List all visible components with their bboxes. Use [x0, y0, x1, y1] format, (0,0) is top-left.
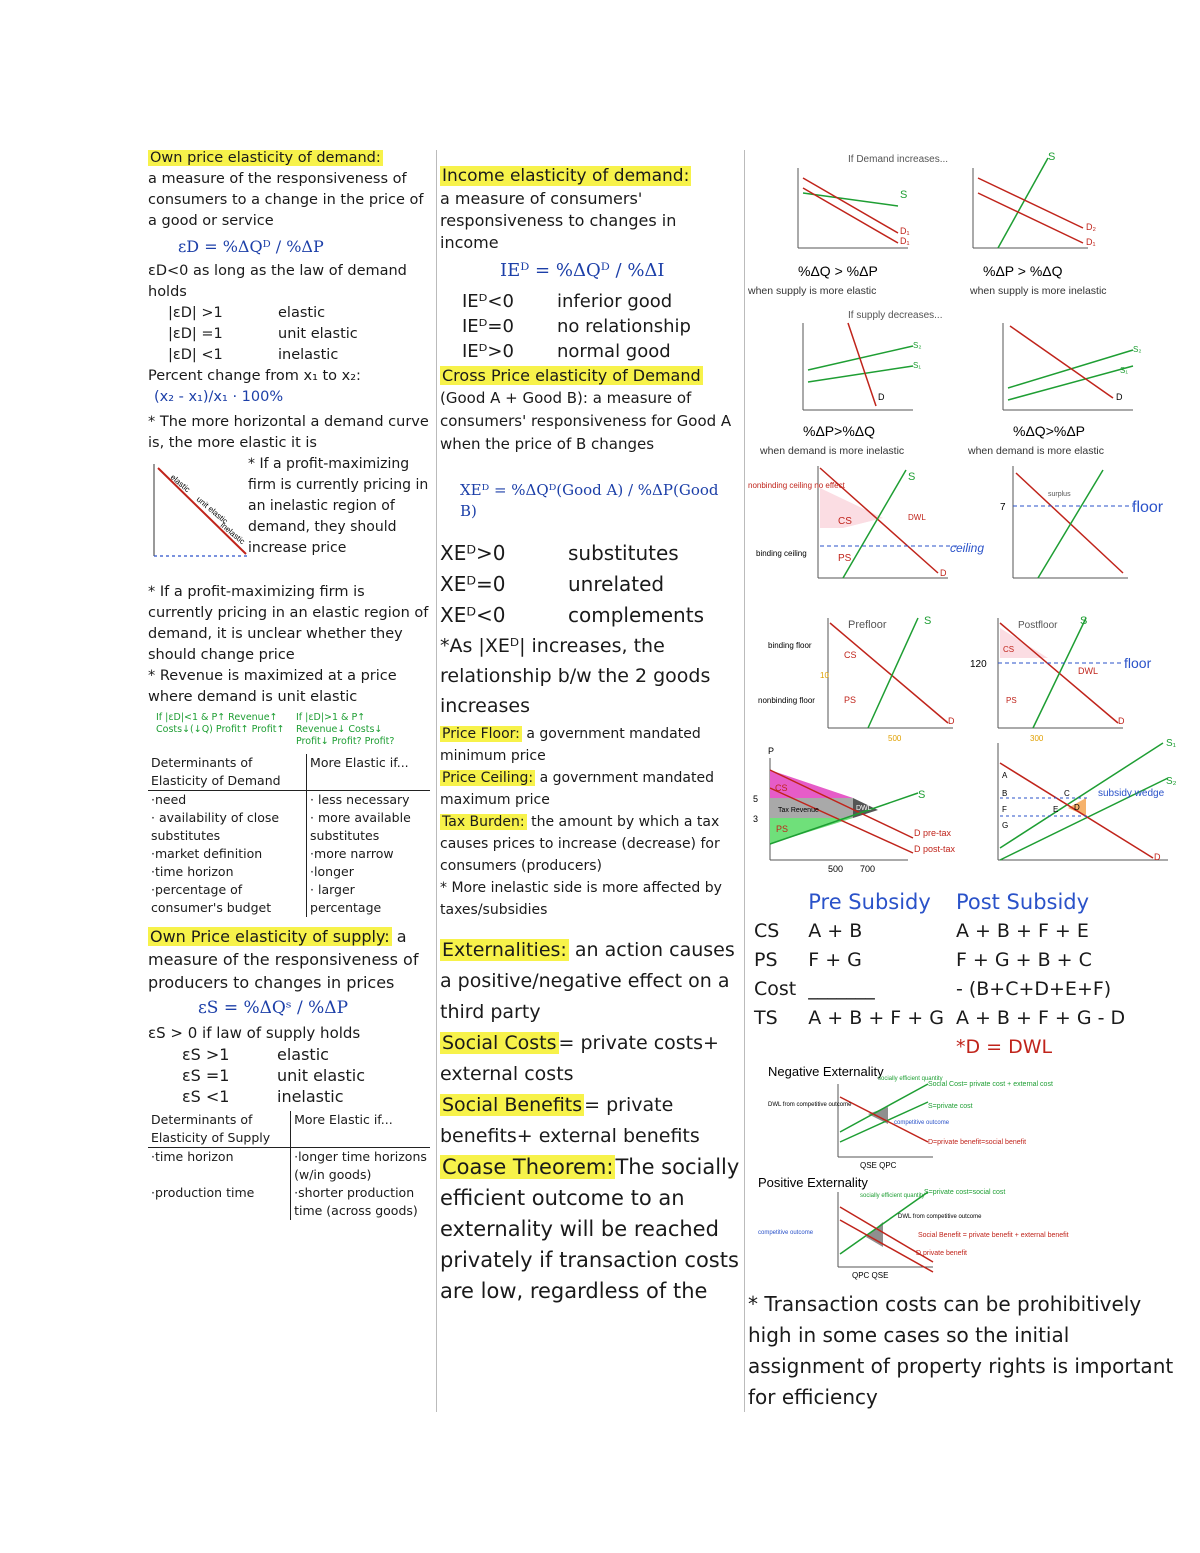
table-cell: TS	[754, 1007, 778, 1029]
neg-ext-dwl: DWL from competitive outcome	[768, 1102, 852, 1108]
table-header: More Elastic if...	[307, 754, 430, 791]
formula-ie: IEᴰ = %ΔQᴰ / %ΔI	[500, 260, 665, 281]
income-title: Income elasticity of demand:	[442, 166, 690, 186]
label-posttax: D post-tax	[914, 844, 956, 854]
label-dd: D	[1074, 803, 1080, 812]
subsidy-table	[748, 888, 1131, 1062]
table-cell: A + B + F + E	[955, 920, 1089, 942]
graph-supply-decrease-left	[803, 323, 921, 410]
neg-ext-efficient: socially efficient quantity	[878, 1076, 943, 1082]
supply-determinants-table	[148, 1111, 430, 1220]
table-cell: A + B + F + G - D	[955, 1007, 1126, 1029]
percent-change-formula: (x₂ - x₁)/x₁ · 100%	[154, 389, 284, 405]
table-cell: A + B + F + G	[808, 1007, 944, 1029]
graph-price-ceiling	[748, 466, 984, 578]
label-s1: S₁	[1166, 738, 1177, 749]
label-d: D	[948, 716, 955, 726]
tax-burden-def: the amount by which a tax causes prices to increase (decrease) for consumers (producers)	[440, 814, 720, 874]
demand-increase-title: If Demand increases...	[848, 154, 949, 165]
table-cell: · more available substitutes	[310, 810, 411, 843]
pos-ext-efficient: socially efficient quantity	[860, 1193, 925, 1199]
label-floor: floor	[1124, 655, 1152, 671]
pos-ext-q: QPC QSE	[852, 1271, 889, 1280]
pos-ext-dwl: DWL from competitive outcome	[898, 1214, 982, 1220]
table-header: More Elastic if...	[291, 1111, 430, 1148]
tax-burden-term: Tax Burden:	[442, 814, 525, 830]
ed-negative-note: εD<0 as long as the law of demand holds	[148, 263, 407, 300]
note-profit-elastic: * If a profit-maximizing firm is currently pricing in an elastic region of demand, it is unclear whether they should change price	[148, 584, 429, 663]
price-floor-term: Price Floor:	[442, 726, 520, 742]
label-q: 300	[1030, 734, 1044, 743]
supply-decrease-left-caption: when demand is more inelastic	[760, 445, 905, 457]
label-s: S	[924, 615, 932, 627]
note-horizontal: * The more horizontal a demand curve is, the more elastic it is	[148, 414, 429, 451]
table-cell: · availability of close substitutes	[148, 809, 307, 845]
ed-rows	[168, 303, 433, 366]
demand-increase-right-rule: %ΔP > %ΔQ	[983, 263, 1063, 279]
label-three: 3	[753, 814, 759, 824]
column-right	[748, 148, 1178, 1413]
label-q1: 500	[828, 864, 844, 874]
xe-row-label: complements	[568, 603, 704, 627]
label-dwl: DWL	[908, 513, 926, 522]
table-cell: ·time horizon	[148, 1148, 291, 1185]
label-s2: S₂	[913, 341, 922, 350]
label-p: P	[768, 746, 775, 756]
label-d1: D₁	[1086, 237, 1096, 247]
ed-row-label: elastic	[278, 305, 326, 321]
label-cs: CS	[775, 783, 788, 793]
table-header: Post Subsidy	[955, 890, 1090, 914]
externalities-def: an action causes a positive/negative effect on a third party	[440, 939, 735, 1023]
label-a: A	[1002, 771, 1008, 780]
label-s: S	[918, 789, 926, 801]
label-cs: CS	[844, 650, 857, 660]
label-g: G	[1002, 821, 1009, 830]
label-s: S	[1048, 151, 1056, 163]
pos-ext-competitive: competitive outcome	[758, 1230, 814, 1236]
neg-ext-title: Negative Externality	[768, 1064, 884, 1079]
es-rows	[182, 1044, 433, 1107]
graph-supply-decrease-right	[1003, 323, 1141, 410]
price-ceiling-def: a government mandated maximum price	[440, 770, 714, 808]
column-left	[148, 148, 433, 1413]
formula-xe: XEᴰ = %ΔQᴰ(Good A) / %ΔP(Good B)	[460, 481, 719, 520]
es-row-sym: εS <1	[182, 1087, 230, 1106]
income-desc: a measure of consumers' responsiveness to changes in income	[440, 189, 677, 252]
label-s1: S₁	[913, 361, 922, 370]
label-d1: D₁	[900, 226, 910, 236]
label-e: E	[1053, 805, 1059, 814]
ie-rows	[462, 289, 740, 364]
label-wedge: subsidy wedge	[1098, 788, 1165, 799]
cross-title: Cross Price elasticity of Demand	[442, 366, 701, 385]
graph-prefloor	[758, 615, 955, 743]
label-f: F	[1002, 805, 1007, 814]
label-b: B	[1002, 789, 1008, 798]
es-row-label: unit elastic	[277, 1066, 366, 1085]
pos-ext-private: D private benefit	[916, 1250, 967, 1257]
label-d: D	[1116, 392, 1123, 402]
graph-postfloor	[970, 615, 1152, 743]
label-tax-revenue: Tax Revenue	[778, 807, 819, 814]
graph-price-floor	[1000, 466, 1164, 578]
graphs-canvas	[748, 148, 1178, 888]
label-binding-floor: binding floor	[768, 641, 812, 650]
label-five: 5	[753, 794, 759, 804]
ed-row-sym: |εD| >1	[168, 305, 223, 321]
graph-tax	[753, 746, 956, 874]
label-ps: PS	[844, 695, 857, 705]
label-d: D	[1118, 716, 1125, 726]
table-header	[748, 888, 802, 917]
externality-graphs	[748, 1062, 1178, 1287]
neg-ext-q: QSE QPC	[860, 1161, 897, 1170]
table-cell: CS	[754, 920, 780, 942]
column-divider-1	[436, 150, 437, 1412]
table-header: Determinants of Elasticity of Supply	[148, 1111, 291, 1148]
ed-row-sym: |εD| <1	[168, 347, 223, 363]
table-cell: ·need	[148, 791, 307, 810]
cross-desc: (Good A + Good B): a measure of consumers' responsiveness for Good A when the price of B changes	[440, 389, 732, 453]
es-row-label: inelastic	[277, 1087, 344, 1106]
label-dwl: DWL	[1078, 666, 1098, 676]
social-costs-term: Social Costs	[442, 1032, 557, 1054]
label-floor: floor	[1132, 499, 1164, 516]
es-row-sym: εS =1	[182, 1066, 230, 1085]
label-ceiling: ceiling	[950, 541, 985, 555]
graph-demand-increase-left	[798, 168, 910, 248]
supply-title-line	[148, 925, 433, 994]
label-ten: 10	[820, 671, 829, 680]
neg-ext-private: S=private cost	[928, 1103, 973, 1110]
table-cell: ·market definition	[148, 845, 307, 863]
label-dwl: DWL	[856, 805, 872, 812]
social-costs-def: = private costs+ external costs	[440, 1032, 719, 1085]
curve-label-inelastic: inelastic	[218, 520, 247, 547]
table-cell: PS	[754, 949, 778, 971]
xe-row-label: unrelated	[568, 572, 665, 596]
es-positive-note: εS > 0 if law of supply holds	[148, 1024, 361, 1042]
label-seven: 7	[1000, 502, 1006, 513]
ed-row-label: unit elastic	[278, 326, 358, 342]
graph-demand-increase-right	[973, 151, 1096, 248]
label-s1: S₁	[1120, 366, 1129, 375]
neg-ext-competitive: competitive outcome	[894, 1120, 950, 1126]
demand-increase-right-caption: when supply is more inelastic	[970, 285, 1107, 297]
table-cell: F + G + B + C	[955, 949, 1092, 971]
label-s2: S₂	[1166, 776, 1177, 787]
table-cell: _______	[808, 978, 875, 1000]
table-cell: · less necessary	[310, 792, 410, 807]
xe-rows	[440, 538, 740, 631]
percent-change-label: Percent change from x₁ to x₂:	[148, 368, 361, 384]
supply-decrease-title: If supply decreases...	[848, 310, 943, 321]
social-benefits-def: = private benefits+ external benefits	[440, 1094, 700, 1147]
label-ps: PS	[838, 553, 852, 564]
supply-decrease-right-caption: when demand is more elastic	[968, 445, 1104, 457]
label-d: D₁	[900, 236, 910, 246]
neg-ext-demand: D=private benefit=social benefit	[928, 1139, 1027, 1146]
label-surplus: surplus	[1048, 491, 1071, 498]
table-cell: ·shorter production time (across goods)	[294, 1185, 418, 1218]
elasticity-curve-chart	[150, 460, 250, 560]
externalities-term: Externalities:	[442, 939, 567, 961]
table-cell: ·longer	[310, 864, 354, 879]
table-cell: F + G	[808, 949, 862, 971]
price-ceiling-term: Price Ceiling:	[442, 770, 534, 786]
pos-ext-social-benefit: Social Benefit = private benefit + external benefit	[918, 1232, 1069, 1239]
ed-row-sym: |εD| =1	[168, 326, 223, 342]
label-q2: 700	[860, 864, 876, 874]
label-q: 500	[888, 734, 902, 743]
coase-def: The socially efficient outcome to an externality will be reached privately if transaction costs are low, regardless of the	[440, 1155, 740, 1303]
social-benefits-term: Social Benefits	[442, 1094, 583, 1116]
note-profit-inelastic: * If a profit-maximizing firm is currently pricing in an inelastic region of demand, they should increase price	[248, 456, 429, 556]
coase-term: Coase Theorem:	[442, 1155, 614, 1179]
table-header: Pre Subsidy	[808, 890, 931, 914]
label-s: S	[900, 189, 908, 201]
es-row-sym: εS >1	[182, 1045, 230, 1064]
label-c: C	[1064, 789, 1070, 798]
table-cell: - (B+C+D+E+F)	[955, 978, 1112, 1000]
table-cell: ·longer time horizons (w/in goods)	[294, 1149, 427, 1182]
ie-row-label: no relationship	[557, 316, 691, 337]
curve-label-elastic: elastic	[168, 472, 192, 495]
label-nonbinding-ceiling: nonbinding ceiling no effect	[748, 481, 845, 490]
table-cell: ·time horizon	[148, 863, 307, 881]
note-revenue: * Revenue is maximized at a price where demand is unit elastic	[148, 668, 397, 705]
label-ps: PS	[1006, 696, 1017, 705]
label-nonbinding-floor: nonbinding floor	[758, 696, 815, 705]
own-price-desc: a measure of the responsiveness of consumers to a change in the price of a good or service	[148, 171, 424, 229]
label-binding-ceiling: binding ceiling	[756, 549, 807, 558]
demand-increase-left-rule: %ΔQ > %ΔP	[798, 263, 878, 279]
formula-ed: εD = %ΔQᴰ / %ΔP	[178, 237, 324, 256]
table-cell: ·percentage of consumer's budget	[148, 881, 307, 917]
own-price-title: Own price elasticity of demand:	[150, 150, 381, 166]
xe-row-sym: XEᴰ<0	[440, 603, 506, 627]
table-cell: · larger percentage	[310, 882, 382, 915]
label-pretax: D pre-tax	[914, 828, 952, 838]
elasticity-curve-block	[148, 454, 433, 582]
pos-ext-title: Positive Externality	[758, 1175, 868, 1190]
demand-increase-left-caption: when supply is more elastic	[748, 285, 877, 297]
ed-row-label: inelastic	[278, 347, 339, 363]
es-row-label: elastic	[277, 1045, 329, 1064]
demand-determinants-table	[148, 754, 430, 917]
label-s2: S₂	[1133, 345, 1142, 354]
ie-row-sym: IEᴰ=0	[462, 316, 514, 337]
revenue-note-left: If |εD|<1 & P↑ Revenue↑ Costs↓(↓Q) Profit↑ Profit↑	[156, 712, 285, 735]
graph-subsidy	[998, 738, 1177, 862]
xe-row-sym: XEᴰ=0	[440, 572, 506, 596]
ie-row-label: inferior good	[557, 291, 673, 312]
table-cell: ·more narrow	[310, 846, 394, 861]
label-s: S	[1080, 615, 1088, 627]
xe-note: *As |XEᴰ| increases, the relationship b/w the 2 goods increases	[440, 635, 711, 717]
revenue-mini-notes	[156, 712, 433, 748]
table-header: Determinants of Elasticity of Demand	[148, 754, 307, 791]
price-floor-def: a government mandated minimum price	[440, 726, 701, 764]
label-d: D	[940, 568, 947, 578]
transaction-note: * Transaction costs can be prohibitively high in some cases so the initial assignment of property rights is important for efficiency	[748, 1292, 1174, 1409]
label-cs: CS	[838, 516, 852, 527]
ie-row-sym: IEᴰ<0	[462, 291, 514, 312]
ie-row-label: normal good	[557, 341, 671, 362]
supply-decrease-left-rule: %ΔP>%ΔQ	[803, 423, 876, 439]
label-cs: CS	[1003, 645, 1015, 654]
curve-label-unit: unit elastic	[194, 494, 230, 526]
subsidy-note: *D = DWL	[955, 1036, 1053, 1058]
label-d: D	[878, 392, 885, 402]
label-d: D	[1154, 852, 1161, 862]
tax-note: * More inelastic side is more affected by taxes/subsidies	[440, 880, 722, 918]
revenue-note-right: If |εD|>1 & P↑ Revenue↓ Costs↓ Profit↓ Profit? Profit?	[296, 712, 395, 747]
supply-title: Own Price elasticity of supply:	[150, 927, 390, 946]
ie-row-sym: IEᴰ>0	[462, 341, 514, 362]
label-s: S	[908, 471, 916, 483]
supply-desc: a measure of the responsiveness of producers to changes in prices	[148, 927, 419, 992]
label-prefloor-title: Prefloor	[848, 619, 887, 631]
table-cell: Cost	[754, 978, 797, 1000]
xe-row-sym: XEᴰ>0	[440, 541, 506, 565]
formula-es: εS = %ΔQˢ / %ΔP	[198, 998, 349, 1018]
neg-ext-social-cost: Social Cost= private cost + external cost	[928, 1081, 1053, 1088]
xe-row-label: substitutes	[568, 541, 679, 565]
table-cell: ·production time	[148, 1184, 291, 1220]
pos-ext-supply: S=private cost=social cost	[924, 1189, 1006, 1196]
label-d2: D₂	[1086, 222, 1096, 232]
column-divider-2	[744, 150, 745, 1412]
label-postfloor-title: Postfloor	[1018, 620, 1058, 631]
table-cell: A + B	[808, 920, 863, 942]
label-ps: PS	[776, 824, 789, 834]
supply-decrease-right-rule: %ΔQ>%ΔP	[1013, 423, 1086, 439]
column-middle	[440, 148, 740, 1413]
label-price: 120	[970, 659, 987, 670]
